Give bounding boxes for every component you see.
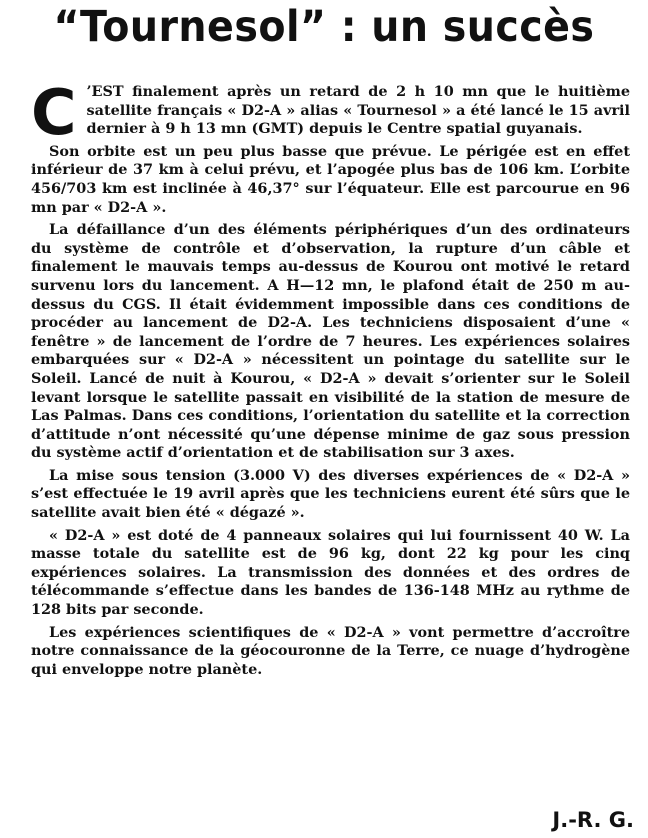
paragraph-1-text: ’EST finalement après un retard de 2 h 10 mn que le huitième satellite français « D2-A » alias « Tournesol » a été lancé le 15 avril dernier à 9 h 13 mn (GMT) depuis le Centre spatial guyanais. <box>86 83 630 138</box>
paragraph-2: Son orbite est un peu plus basse que prévue. Le périgée est en effet inférieur de 37 km à celui prévu, et l’apogée plus bas de 106 km. L’orbite 456/703 km est inclinée à 46,37° sur l’équateur. Elle est parcourue en 96 mn par « D2-A ». <box>31 142 630 216</box>
drop-cap-letter: C <box>31 76 77 149</box>
article-headline: “Tournesol” : un succès <box>53 2 595 52</box>
article-body <box>31 76 630 679</box>
author-signature: J.-R. G. <box>552 808 634 832</box>
paragraph-4: La mise sous tension (3.000 V) des diverses expériences de « D2-A » s’est effectuée le 19 avril après que les techniciens eurent été sûrs que le satellite avait bien été « dégazé ». <box>31 466 630 522</box>
paragraph-6: Les expériences scientifiques de « D2-A » vont permettre d’accroître notre connaissance de la géocouronne de la Terre, ce nuage d’hydrogène qui enveloppe notre planète. <box>31 623 630 678</box>
paragraph-3: La défaillance d’un des éléments périphériques d’un des ordinateurs du système de contrôle et d’observation, la rupture d’un câble et finalement le mauvais temps au-dessus de Kourou ont motivé le retard survenu lors du lancement. A H—12 mn, le plafond était de 250 m au-dessus du CGS. Il était évidemment impossible dans ces conditions de procéder au lancement de D2-A. Les techniciens disposaient d’une « fenêtre » de lancement de l’ordre de 7 heures. Les expériences solaires embarquées sur « D2-A » nécessitent un pointage du satellite sur le Soleil. Lancé de nuit à Kourou, « D2-A » devait s’orienter sur le Soleil levant lorsque le satellite passait en visibilité de la station de mesure de Las Palmas. Dans ces conditions, l’orientation du satellite et la correction d’attitude n’ont nécessité qu’une dépense minime de gaz sous pression du système actif d’orientation et de stabilisation sur 3 axes. <box>31 221 630 462</box>
paragraph-5: « D2-A » est doté de 4 panneaux solaires qui lui fournissent 40 W. La masse totale du satellite est de 96 kg, dont 22 kg pour les cinq expériences solaires. La transmission des données et des ordres de télécommande s’effectue dans les bandes de 136-148 MHz au rythme de 128 bits par seconde. <box>31 526 630 619</box>
paragraph-1 <box>31 76 630 149</box>
